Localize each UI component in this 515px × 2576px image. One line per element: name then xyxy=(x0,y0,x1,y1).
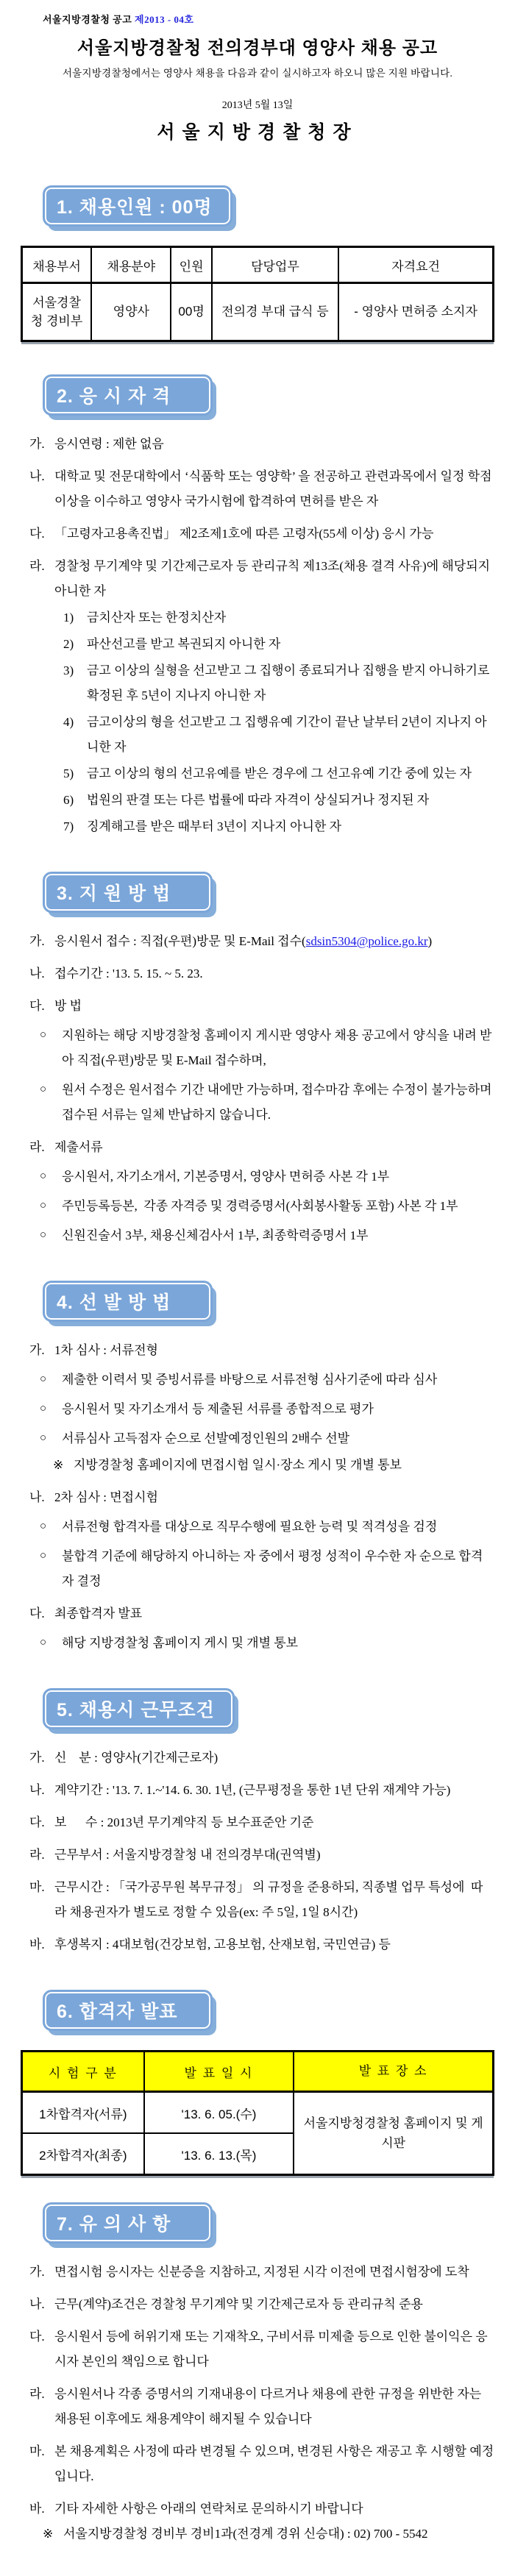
list-item xyxy=(21,1397,494,1422)
item-text: 근무부서 : 서울지방경찰청 내 전의경부대(권역별) xyxy=(54,1848,321,1862)
item-text: 근무(계약)조건은 경찰청 무기계약 및 기간제근로자 등 관리규칙 준용 xyxy=(54,2297,423,2311)
item-marker: 나. xyxy=(29,469,45,483)
list-item xyxy=(21,522,494,547)
doc-signer: 서울지방경찰청장 xyxy=(157,123,358,143)
list-item xyxy=(21,632,494,657)
col-header-count: 인원 xyxy=(171,247,211,283)
circle-bullet: ○ xyxy=(40,1373,47,1385)
item-marker: 라. xyxy=(29,559,45,573)
table-header-row xyxy=(22,247,494,283)
doc-date: 2013년 5월 13일 xyxy=(221,100,294,111)
item-text: 2차 심사 : 면접시험 xyxy=(54,1490,158,1504)
item-text: 응시원서 접수 : 직접(우편)방문 및 E-Mail 접수( xyxy=(54,934,306,948)
item-text: 응시원서나 각종 증명서의 기재내용이 다르거나 채용에 관한 규정을 위반한 자는 채용된 이후에도 채용계약이 해지될 수 있습니다 xyxy=(54,2387,485,2426)
item-marker: 다. xyxy=(29,999,45,1013)
cell-exam-type: 1차합격자(서류) xyxy=(22,2092,144,2134)
item-text: 신원진술서 3부, 채용신체검사서 1부, 최종학력증명서 1부 xyxy=(62,1228,369,1242)
item-text: 서류전형 합격자를 대상으로 직무수행에 필요한 능력 및 적격성을 검정 xyxy=(62,1520,438,1534)
col-header-announce-date: 발 표 일 시 xyxy=(144,2052,294,2092)
item-text: 신 분 : 영양사(기간제근로자) xyxy=(54,1751,219,1765)
item-marker: 다. xyxy=(29,1815,45,1829)
item-text: 원서 수정은 원서접수 기간 내에만 가능하며, 접수마감 후에는 수정이 불가능하며 접수된 서류는 일체 반납하지 않습니다. xyxy=(62,1083,495,1122)
table-row xyxy=(22,283,494,341)
cell-announce-place: 서울지방청경찰청 홈페이지 및 게시판 xyxy=(294,2092,493,2175)
item-text: 제출한 이력서 및 증빙서류를 바탕으로 서류전형 심사기준에 따라 심사 xyxy=(62,1373,438,1387)
item-text: ) xyxy=(427,934,433,948)
circle-bullet: ○ xyxy=(40,1550,47,1562)
item-marker: 나. xyxy=(29,1783,45,1797)
item-marker: 1) xyxy=(63,611,74,625)
notice-prefix: 서울지방경찰청 공고 xyxy=(43,14,135,25)
list-item xyxy=(21,1778,494,1803)
doc-subtitle: 서울지방경찰청에서는 영양사 채용을 다음과 같이 실시하고자 하오니 많은 지원 바랍니다. xyxy=(62,68,453,79)
item-marker: 다. xyxy=(29,527,45,541)
item-marker: 라. xyxy=(29,2387,45,2401)
cell-qualification: - 영양사 면허증 소지자 xyxy=(338,283,493,341)
list-item xyxy=(21,1485,494,1510)
application-list xyxy=(21,929,494,1248)
section-badge-recruit-count: 1. 채용인원 : 00명 xyxy=(43,185,232,227)
list-item xyxy=(21,1544,494,1594)
list-item xyxy=(21,1746,494,1771)
note-line xyxy=(21,1453,494,1478)
col-header-duty: 담당업무 xyxy=(212,247,338,283)
item-marker: 나. xyxy=(29,2297,45,2311)
list-item xyxy=(21,1426,494,1451)
item-marker: 가. xyxy=(29,1343,45,1357)
circle-bullet: ○ xyxy=(40,1029,47,1041)
item-text: 응시원서, 자기소개서, 기본증명서, 영양사 면허증 사본 각 1부 xyxy=(62,1170,390,1184)
list-item xyxy=(21,1601,494,1626)
item-text: 계약기간 : '13. 7. 1.~'14. 6. 30. 1년, (근무평정을 통한 1년 단위 재계약 가능) xyxy=(54,1783,451,1797)
section-badge-pass-announcement: 6. 합격자 발표 xyxy=(43,1990,213,2031)
list-item xyxy=(21,1515,494,1540)
item-text: 1차 심사 : 서류전형 xyxy=(54,1343,158,1357)
item-text: 법원의 판결 또는 다른 법률에 따라 자격이 상실되거나 정지된 자 xyxy=(87,793,430,807)
circle-bullet: ○ xyxy=(40,1084,47,1095)
col-header-announce-place: 발 표 장 소 xyxy=(294,2052,493,2092)
list-item xyxy=(21,1194,494,1219)
cell-exam-type: 2차합격자(최종) xyxy=(22,2133,144,2175)
email-link[interactable]: sdsin5304@police.go.kr xyxy=(305,934,428,948)
contact-text: 서울지방경찰청 경비부 경비1과(전경계 경위 신승대) : 02) 700 - 5542 xyxy=(63,2527,428,2541)
circle-bullet: ○ xyxy=(40,1170,47,1182)
page-title: 서울지방경찰청 전의경부대 영양사 채용 공고 xyxy=(77,38,438,58)
list-item xyxy=(21,2382,494,2432)
section-badge-application: 3. 지 원 방 법 xyxy=(43,872,213,913)
item-text: 불합격 기준에 해당하지 아니하는 자 중에서 평정 성적이 우수한 자 순으로 합격자 결정 xyxy=(62,1549,483,1588)
list-item xyxy=(21,710,494,760)
col-header-dept: 채용부서 xyxy=(22,247,92,283)
pass-announcement-table xyxy=(21,2050,494,2176)
circle-bullet: ○ xyxy=(40,1637,47,1648)
item-text: 제출서류 xyxy=(54,1140,103,1154)
list-item xyxy=(21,1631,494,1656)
item-text: 대학교 및 전문대학에서 ‘식품학 또는 영양학’ 을 전공하고 관련과목에서 일정 학점 이상을 이수하고 영양사 국가시험에 합격하여 면허를 받은 자 xyxy=(54,469,495,508)
cell-announce-date: '13. 6. 05.(수) xyxy=(144,2092,294,2134)
list-item xyxy=(21,961,494,986)
item-text: 해당 지방경찰청 홈페이지 게시 및 개별 통보 xyxy=(62,1636,299,1650)
contact-note xyxy=(21,2522,494,2547)
section-badge-notes: 7. 유 의 사 항 xyxy=(43,2202,213,2244)
list-item xyxy=(21,1078,494,1128)
list-item xyxy=(21,1810,494,1835)
table-header-row xyxy=(22,2052,494,2092)
list-item xyxy=(21,1367,494,1392)
list-item xyxy=(21,2497,494,2522)
item-text: 파산선고를 받고 복권되지 아니한 자 xyxy=(87,637,281,651)
section-badge-selection: 4. 선 발 방 법 xyxy=(43,1281,213,1322)
item-marker: 나. xyxy=(29,1490,45,1504)
item-text: 후생복지 : 4대보험(건강보험, 고용보험, 산재보험, 국민연금) 등 xyxy=(54,1938,391,1951)
list-item xyxy=(21,994,494,1019)
circle-bullet: ○ xyxy=(40,1520,47,1532)
list-item xyxy=(21,761,494,786)
item-marker: 바. xyxy=(29,2502,45,2516)
item-marker: 라. xyxy=(29,1848,45,1862)
item-text: 응시원서 및 자기소개서 등 제출된 서류를 종합적으로 평가 xyxy=(62,1402,374,1416)
item-text: 경찰청 무기계약 및 기간제근로자 등 관리규칙 제13조(채용 결격 사유)에 해당되지 아니한 자 xyxy=(54,559,494,598)
item-text: 지방경찰청 홈페이지에 면접시험 일시·장소 게시 및 개별 통보 xyxy=(74,1458,402,1472)
item-text: 근무시간 : 「국가공무원 복무규정」 의 규정을 준용하되, 직종별 업무 특성에 따라 채용권자가 별도로 정할 수 있음(ex: 주 5일, 1일 8시간) xyxy=(54,1880,483,1919)
item-marker: 가. xyxy=(29,2265,45,2279)
list-item xyxy=(21,814,494,839)
list-item xyxy=(21,1223,494,1248)
list-item xyxy=(21,554,494,604)
list-item xyxy=(21,2292,494,2317)
item-marker: 나. xyxy=(29,967,45,981)
item-text: 최종합격자 발표 xyxy=(54,1607,143,1620)
recruit-table xyxy=(21,246,494,342)
item-text: 「고령자고용촉진법」 제2조제1호에 따른 고령자(55세 이상) 응시 가능 xyxy=(54,527,434,541)
item-text: 기타 자세한 사항은 아래의 연락처로 문의하시기 바랍니다 xyxy=(54,2502,363,2516)
item-marker: 3) xyxy=(63,663,74,677)
item-text: 지원하는 해당 지방경찰청 홈페이지 게시판 영양사 채용 공고에서 양식을 내려 받아 직접(우편)방문 및 E-Mail 접수하며, xyxy=(62,1028,492,1067)
section-badge-work-conditions: 5. 채용시 근무조건 xyxy=(43,1688,235,1729)
item-text: 서류심사 고득점자 순으로 선발예정인원의 2배수 선발 xyxy=(62,1431,350,1445)
circle-bullet: ○ xyxy=(40,1403,47,1415)
work-conditions-list xyxy=(21,1746,494,1957)
list-item xyxy=(21,1164,494,1189)
item-marker: 가. xyxy=(29,934,45,948)
col-header-qualification: 자격요건 xyxy=(338,247,493,283)
list-item xyxy=(21,1338,494,1363)
reference-mark: ※ xyxy=(43,2527,54,2541)
list-item xyxy=(21,788,494,813)
item-marker: 5) xyxy=(63,766,74,780)
list-item xyxy=(21,1023,494,1073)
reference-mark: ※ xyxy=(53,1458,64,1472)
item-marker: 가. xyxy=(29,1751,45,1765)
item-marker: 바. xyxy=(29,1938,45,1951)
item-text: 주민등록등본, 각종 자격증 및 경력증명서(사회봉사활동 포함) 사본 각 1부 xyxy=(62,1199,458,1213)
item-text: 금고 이상의 실형을 선고받고 그 집행이 종료되거나 집행을 받지 아니하기로 확정된 후 5년이 지나지 아니한 자 xyxy=(87,663,493,702)
notice-number-line xyxy=(21,12,494,26)
list-item xyxy=(21,1932,494,1957)
list-item xyxy=(21,2260,494,2285)
list-item xyxy=(21,1875,494,1925)
item-text: 방 법 xyxy=(54,999,82,1013)
item-text: 금치산자 또는 한정치산자 xyxy=(87,611,227,625)
cell-field: 영양사 xyxy=(91,283,171,341)
circle-bullet: ○ xyxy=(40,1200,47,1211)
cell-dept: 서울경찰청 경비부 xyxy=(22,283,92,341)
col-header-exam-type: 시 험 구 분 xyxy=(22,2052,144,2092)
item-text: 응시원서 등에 허위기재 또는 기재착오, 구비서류 미제출 등으로 인한 불이익은 응시자 본인의 책임으로 합니다 xyxy=(54,2330,488,2369)
list-item xyxy=(21,929,494,954)
item-marker: 2) xyxy=(63,637,74,651)
item-text: 응시연령 : 제한 없음 xyxy=(54,437,164,451)
list-item xyxy=(21,658,494,708)
circle-bullet: ○ xyxy=(40,1229,47,1241)
item-marker: 가. xyxy=(29,437,45,451)
item-marker: 7) xyxy=(63,819,74,833)
col-header-field: 채용분야 xyxy=(91,247,171,283)
section-badge-eligibility: 2. 응 시 자 격 xyxy=(43,374,213,416)
item-marker: 마. xyxy=(29,1880,45,1894)
item-marker: 6) xyxy=(63,793,74,807)
list-item xyxy=(21,605,494,630)
item-text: 본 채용계획은 사정에 따라 변경될 수 있으며, 변경된 사항은 재공고 후 시행할 예정입니다. xyxy=(54,2444,494,2483)
circle-bullet: ○ xyxy=(40,1432,47,1444)
list-item xyxy=(21,432,494,457)
list-item xyxy=(21,2439,494,2489)
item-marker: 라. xyxy=(29,1140,45,1154)
item-text: 징계해고를 받은 때부터 3년이 지나지 아니한 자 xyxy=(87,819,342,833)
item-text: 금고 이상의 형의 선고유예를 받은 경우에 그 선고유예 기간 중에 있는 자 xyxy=(87,766,472,780)
item-text: 접수기간 : '13. 5. 15. ~ 5. 23. xyxy=(54,967,203,981)
item-text: 면접시험 응시자는 신분증을 지참하고, 지정된 시각 이전에 면접시험장에 도착 xyxy=(54,2265,469,2279)
notes-list xyxy=(21,2260,494,2547)
item-marker: 다. xyxy=(29,2330,45,2344)
notice-number: 제2013 - 04호 xyxy=(135,14,194,25)
selection-list xyxy=(21,1338,494,1656)
item-text: 보 수 : 2013년 무기계약직 등 보수표준안 기준 xyxy=(54,1815,314,1829)
table-row xyxy=(22,2092,494,2134)
item-text: 금고이상의 형을 선고받고 그 집행유예 기간이 끝난 날부터 2년이 지나지 아니한 자 xyxy=(87,715,487,754)
eligibility-list xyxy=(21,432,494,839)
cell-announce-date: '13. 6. 13.(목) xyxy=(144,2133,294,2175)
list-item xyxy=(21,1135,494,1160)
cell-count: 00명 xyxy=(171,283,211,341)
list-item xyxy=(21,464,494,514)
item-marker: 마. xyxy=(29,2444,45,2458)
item-marker: 4) xyxy=(63,715,74,729)
cell-duty: 전의경 부대 급식 등 xyxy=(212,283,338,341)
list-item xyxy=(21,1843,494,1868)
list-item xyxy=(21,2324,494,2374)
item-marker: 다. xyxy=(29,1607,45,1620)
